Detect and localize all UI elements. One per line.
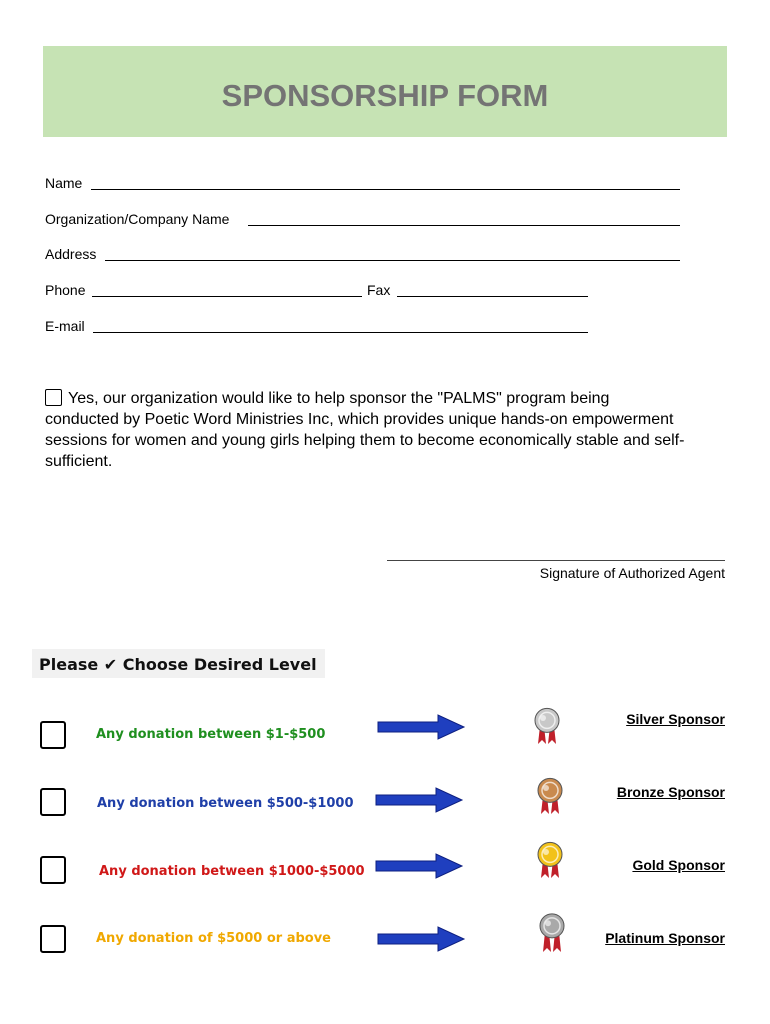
- bronze-medal-icon: [534, 776, 566, 816]
- gold-sponsor-label: Gold Sponsor: [632, 857, 725, 873]
- silver-medal-icon: [531, 706, 563, 746]
- signature-label: Signature of Authorized Agent: [539, 565, 725, 581]
- arrow-right-icon: [376, 713, 466, 741]
- donation-text-platinum: Any donation of $5000 or above: [96, 931, 331, 946]
- gold-checkbox[interactable]: [40, 856, 66, 884]
- name-field[interactable]: [91, 189, 680, 190]
- gold-medal-icon: [534, 840, 566, 880]
- donation-text-gold: Any donation between $1000-$5000: [99, 864, 365, 879]
- address-label: Address: [45, 246, 97, 262]
- silver-checkbox[interactable]: [40, 721, 66, 749]
- email-field[interactable]: [93, 332, 588, 333]
- arrow-right-icon: [374, 852, 464, 880]
- donation-text-bronze: Any donation between $500-$1000: [97, 796, 354, 811]
- phone-label: Phone: [45, 282, 86, 298]
- fax-label: Fax: [367, 282, 391, 298]
- fax-field[interactable]: [397, 296, 588, 297]
- silver-sponsor-label: Silver Sponsor: [626, 711, 725, 727]
- email-label: E-mail: [45, 318, 85, 334]
- arrow-right-icon: [374, 786, 464, 814]
- form-title: SPONSORSHIP FORM: [221, 78, 549, 113]
- organization-field[interactable]: [248, 225, 680, 226]
- agreement-text: Yes, our organization would like to help sponsor the "PALMS" program being conducted by Poetic Word Ministries Inc, which provides unique hands-on empowerment sessions for women and young girls helping them to become economically stable and self-sufficient.: [45, 390, 685, 470]
- arrow-right-icon: [376, 925, 466, 953]
- signature-line[interactable]: [387, 560, 725, 561]
- platinum-sponsor-label: Platinum Sponsor: [605, 930, 725, 946]
- agreement-checkbox[interactable]: [45, 389, 62, 406]
- donation-text-silver: Any donation between $1-$500: [96, 727, 326, 742]
- phone-field[interactable]: [92, 296, 362, 297]
- address-field[interactable]: [105, 260, 680, 261]
- agreement-paragraph: [45, 388, 685, 472]
- bronze-checkbox[interactable]: [40, 788, 66, 816]
- platinum-medal-icon: [536, 910, 568, 954]
- bronze-sponsor-label: Bronze Sponsor: [616, 784, 725, 800]
- name-label: Name: [45, 175, 83, 191]
- level-title: Please ✔ Choose Desired Level: [39, 655, 317, 674]
- organization-label: Organization/Company Name: [45, 211, 230, 227]
- platinum-checkbox[interactable]: [40, 925, 66, 953]
